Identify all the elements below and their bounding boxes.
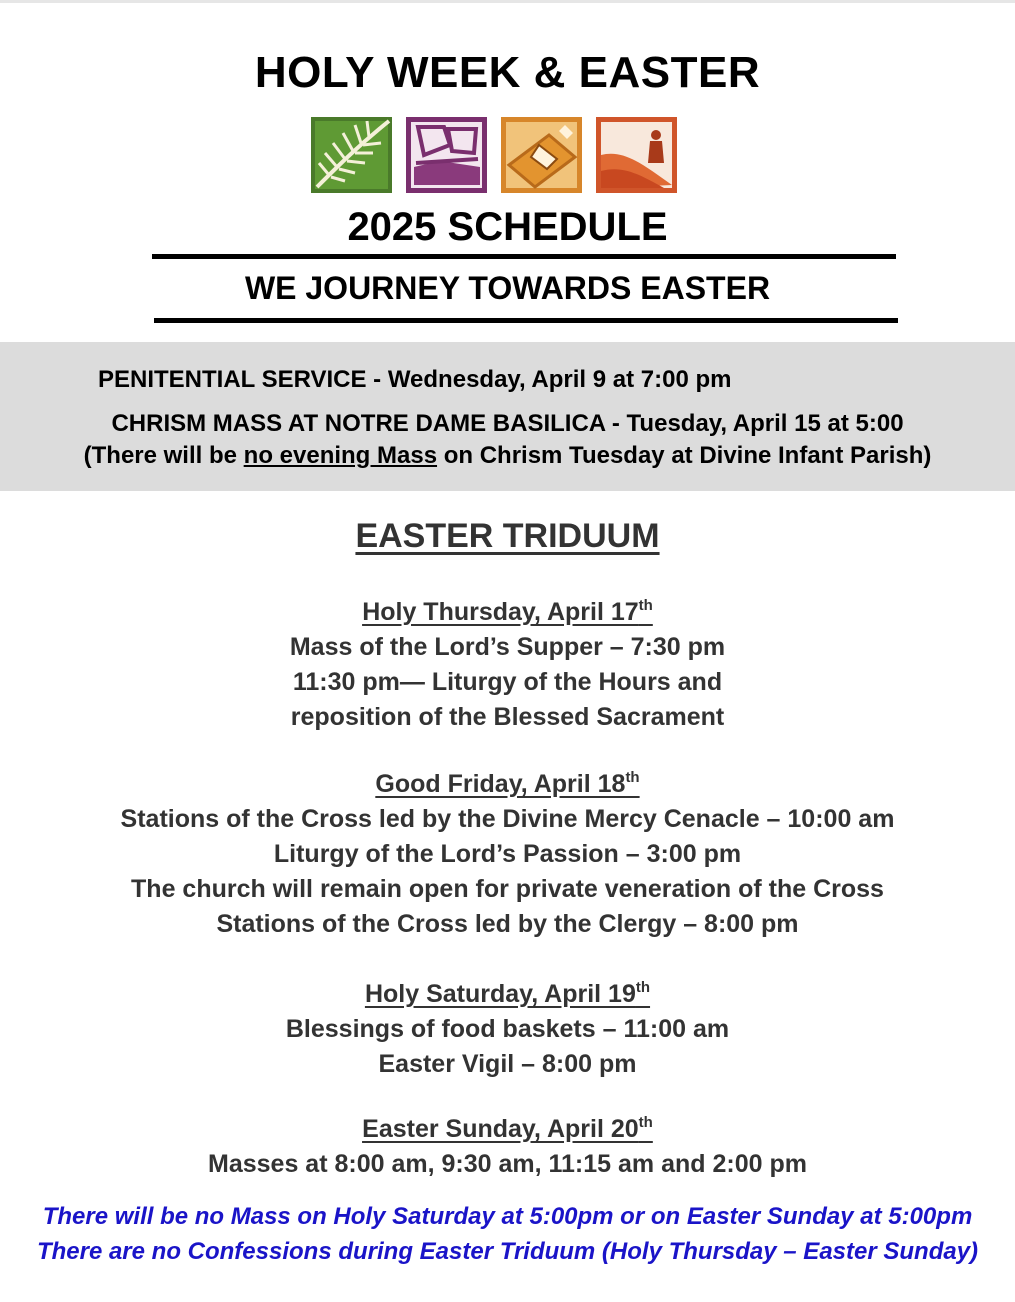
resurrection-figure-icon <box>594 115 679 195</box>
schedule-line: reposition of the Blessed Sacrament <box>290 703 725 731</box>
hand-cross-icon <box>499 115 584 195</box>
day-heading: Holy Thursday, April 17th <box>362 597 653 626</box>
chrism-mass-line: CHRISM MASS AT NOTRE DAME BASILICA - Tuesday, April 15 at 5:00 <box>111 410 904 437</box>
schedule-line: The church will remain open for private veneration of the Cross <box>131 875 884 903</box>
day-heading: Holy Saturday, April 19th <box>364 979 651 1008</box>
schedule-line: Blessings of food baskets – 11:00 am <box>285 1015 730 1043</box>
penitential-service-line: PENITENTIAL SERVICE - Wednesday, April 9 at 7:00 pm <box>98 366 732 393</box>
holy-saturday-section <box>0 980 1015 1079</box>
no-evening-mass-emphasis: no evening Mass <box>243 442 438 469</box>
bread-chalice-icon <box>404 115 489 195</box>
palm-branch-icon <box>309 115 394 195</box>
schedule-line: Stations of the Cross led by the Divine Mercy Cenacle – 10:00 am <box>120 805 895 833</box>
subtitle: WE JOURNEY TOWARDS EASTER <box>244 270 771 306</box>
holy-week-icons <box>309 115 679 195</box>
no-evening-mass-note: (There will be no evening Mass on Chrism Tuesday at Divine Infant Parish) <box>83 442 932 469</box>
page-title: HOLY WEEK & EASTER <box>254 48 761 97</box>
no-confessions-note: There are no Confessions during Easter Triduum (Holy Thursday – Easter Sunday) <box>36 1238 979 1265</box>
announcement-band <box>0 342 1015 491</box>
schedule-line: Liturgy of the Lord’s Passion – 3:00 pm <box>273 840 742 868</box>
divider-top <box>152 254 896 259</box>
divider-bottom <box>154 318 898 323</box>
top-border <box>0 0 1015 3</box>
schedule-line: 11:30 pm— Liturgy of the Hours and <box>292 668 723 696</box>
holy-thursday-section <box>0 598 1015 732</box>
easter-sunday-section <box>0 1115 1015 1179</box>
day-heading: Easter Sunday, April 20th <box>362 1114 653 1143</box>
triduum-heading: EASTER TRIDUUM <box>355 517 660 555</box>
schedule-line: Stations of the Cross led by the Clergy – 8:00 pm <box>216 910 799 938</box>
schedule-line: Masses at 8:00 am, 9:30 am, 11:15 am and 2:00 pm <box>208 1150 807 1178</box>
schedule-line: Mass of the Lord’s Supper – 7:30 pm <box>289 633 726 661</box>
no-mass-note: There will be no Mass on Holy Saturday at 5:00pm or on Easter Sunday at 5:00pm <box>42 1203 973 1230</box>
schedule-line: Easter Vigil – 8:00 pm <box>378 1050 637 1078</box>
good-friday-section <box>0 770 1015 939</box>
schedule-year-title: 2025 SCHEDULE <box>347 205 668 249</box>
day-heading: Good Friday, April 18th <box>375 769 640 798</box>
